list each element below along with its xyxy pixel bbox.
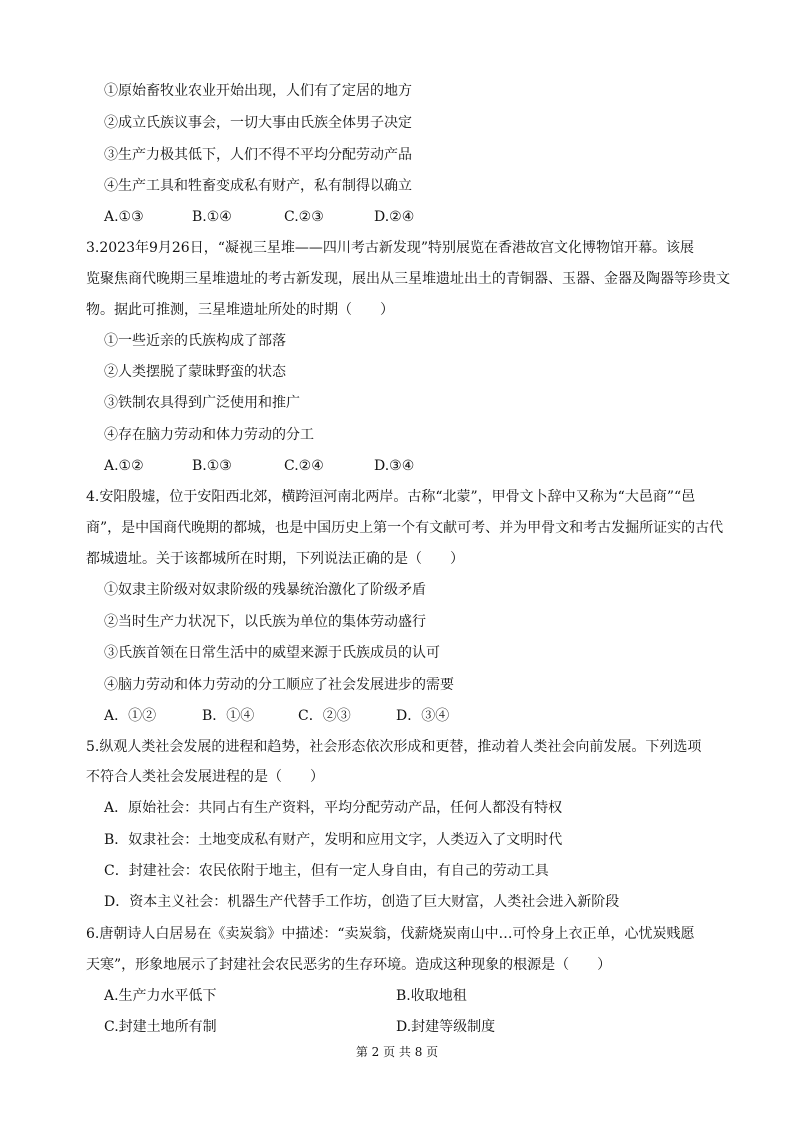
q5-option-a: A．原始社会：共同占有生产资料，平均分配劳动产品，任何人都没有特权: [104, 800, 563, 816]
q4-item-4: ④脑力劳动和体力劳动的分工顺应了社会发展进步的需要: [104, 677, 454, 693]
q5-stem-line-2: 不符合人类社会发展进程的是（ ）: [86, 769, 324, 785]
q2-item-2: ②成立氏族议事会，一切大事由氏族全体男子决定: [104, 115, 412, 131]
page-number-footer: 第 2 页 共 8 页: [355, 1045, 439, 1059]
q3-options: [104, 456, 724, 476]
q4-option-b: B．①④: [202, 708, 255, 724]
q6-stem-line-1: 6.唐朝诗人白居易在《卖炭翁》中描述：“卖炭翁，伐薪烧炭南山中…可怜身上衣正单，心忧炭贱愿: [86, 926, 695, 942]
q5-option-c: C．封建社会：农民依附于地主，但有一定人身自由，有自己的劳动工具: [104, 863, 549, 879]
q2-item-1: ①原始畜牧业农业开始出现，人们有了定居的地方: [104, 83, 412, 99]
q3-item-3: ③铁制农具得到广泛使用和推广: [104, 395, 300, 411]
q2-options: [104, 207, 724, 227]
q5-stem-line-1: 5.纵观人类社会发展的进程和趋势，社会形态依次形成和更替，推动着人类社会向前发展。下列选项: [86, 739, 702, 755]
q6-option-c: C.封建土地所有制: [104, 1019, 217, 1035]
q4-item-1: ①奴隶主阶级对奴隶阶级的残暴统治激化了阶级矛盾: [104, 582, 426, 598]
q3-item-1: ①一些近亲的氏族构成了部落: [104, 333, 286, 349]
q6-options-row-2: [104, 1017, 724, 1037]
q4-option-c: C．②③: [298, 708, 351, 724]
q3-stem-line-1: 3.2023年9月26日，“凝视三星堆——四川考古新发现”特别展览在香港故宫文化博物馆开幕。该展: [86, 240, 695, 256]
q2-option-b: B.①④: [192, 209, 232, 225]
q4-options: [104, 706, 724, 726]
q6-options-row-1: [104, 986, 724, 1006]
q5-option-d: D．资本主义社会：机器生产代替手工作坊，创造了巨大财富，人类社会进入新阶段: [104, 894, 620, 910]
q2-option-a: A.①③: [104, 209, 144, 225]
q6-option-d: D.封建等级制度: [396, 1019, 496, 1035]
q5-option-b: B．奴隶社会：土地变成私有财产，发明和应用文字，人类迈入了文明时代: [104, 832, 563, 848]
q3-option-c: C.②④: [284, 458, 324, 474]
q6-option-a: A.生产力水平低下: [104, 988, 217, 1004]
q3-stem-line-2: 览聚焦商代晚期三星堆遗址的考古新发现，展出从三星堆遗址出土的青铜器、玉器、金器及陶器等珍贵文: [86, 271, 730, 287]
q6-option-b: B.收取地租: [396, 988, 467, 1004]
q4-item-2: ②当时生产力状况下，以氏族为单位的集体劳动盛行: [104, 614, 426, 630]
q4-stem-line-1: 4.安阳殷墟，位于安阳西北郊，横跨洹河南北两岸。古称“北蒙”，甲骨文卜辞中又称为“大邑商”“邑: [86, 489, 696, 505]
q4-option-d: D．③④: [396, 708, 450, 724]
q4-option-a: A．①②: [104, 708, 157, 724]
q3-item-4: ④存在脑力劳动和体力劳动的分工: [104, 427, 314, 443]
q4-item-3: ③氏族首领在日常生活中的威望来源于氏族成员的认可: [104, 645, 440, 661]
q3-item-2: ②人类摆脱了蒙昧野蛮的状态: [104, 364, 286, 380]
q4-stem-line-2: 商”，是中国商代晚期的都城，也是中国历史上第一个有文献可考、并为甲骨文和考古发掘所证实的古代: [86, 520, 724, 536]
q3-option-b: B.①③: [192, 458, 232, 474]
q6-stem-line-2: 天寒”，形象地展示了封建社会农民恶劣的生存环境。造成这种现象的根源是（ ）: [86, 957, 612, 973]
q2-item-3: ③生产力极其低下，人们不得不平均分配劳动产品: [104, 147, 412, 163]
q2-option-c: C.②③: [284, 209, 324, 225]
q4-stem-line-3: 都城遗址。关于该都城所在时期，下列说法正确的是（ ）: [86, 551, 464, 567]
q3-stem-line-3: 物。据此可推测，三星堆遗址所处的时期（ ）: [86, 302, 394, 318]
q2-item-4: ④生产工具和牲畜变成私有财产，私有制得以确立: [104, 178, 412, 194]
q2-option-d: D.②④: [374, 209, 415, 225]
q3-option-a: A.①②: [104, 458, 144, 474]
q3-option-d: D.③④: [374, 458, 415, 474]
